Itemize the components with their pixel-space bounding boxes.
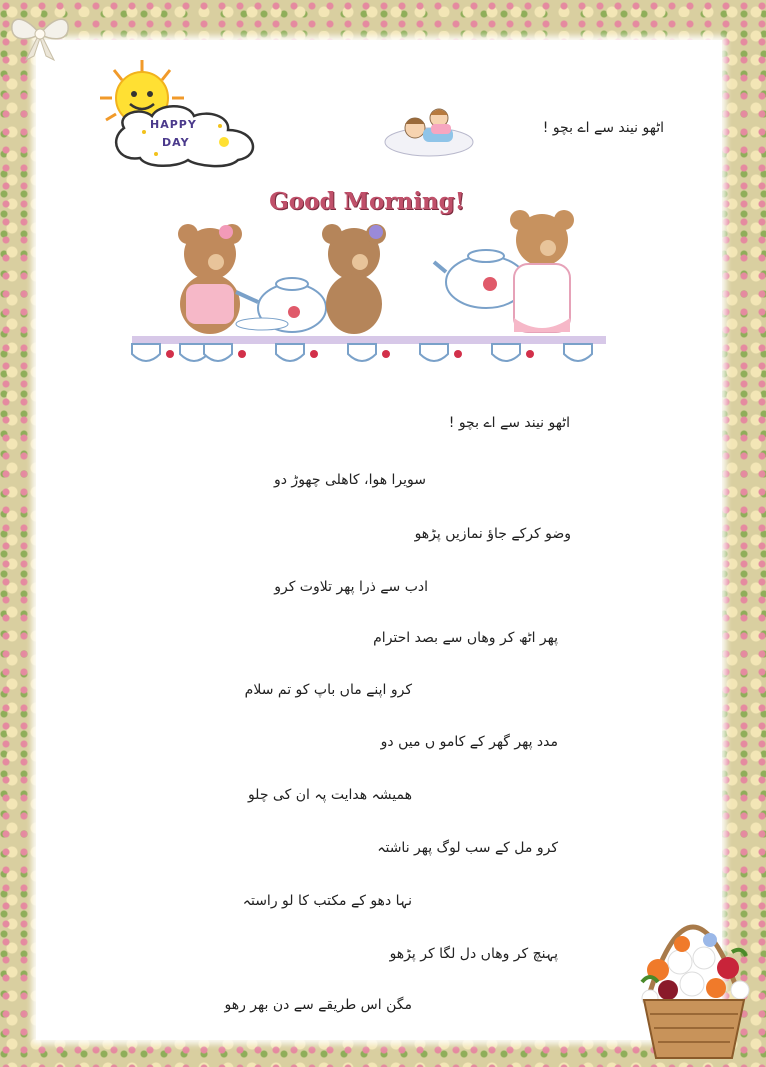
teacup-icon	[492, 344, 520, 361]
poem-line: ادب سے ذرا پھر تلاوت کرو	[274, 579, 428, 595]
flower-basket-icon	[628, 872, 758, 1064]
poem-heading-top: اٹھو نیند سے اے بچو !	[542, 120, 664, 136]
poem-line: کرو اپنے ماں باپ کو تم سلام	[244, 682, 412, 698]
teacup-icon	[420, 344, 448, 361]
poem-line: نہا دھو کے مکتب کا لو راستہ	[242, 893, 412, 909]
good-morning-banner	[122, 188, 612, 380]
teacup-icon	[204, 344, 232, 361]
tea-party-illustration	[122, 188, 612, 380]
sleeping-kids-icon	[383, 98, 475, 160]
smiling-sun-icon	[96, 58, 266, 170]
poem-line: کرو مل کے سب لوگ پھر ناشتہ	[377, 840, 558, 856]
poem-line: ھمیشہ ھدایت پہ ان کی چلو	[247, 787, 412, 803]
poem-line: وضو کرکے جاؤ نمازیں پڑھو	[414, 526, 571, 542]
poem-line: سویرا ھوا، کاھلی چھوڑ دو	[273, 472, 426, 488]
happy-day-card	[96, 58, 266, 170]
teacup-icon	[348, 344, 376, 361]
teapot-icon	[434, 250, 526, 308]
happy-label: HAPPY	[150, 118, 197, 131]
teacup-row	[132, 344, 592, 361]
teacup-icon	[564, 344, 592, 361]
poem-line: پہنچ کر وھاں دل لگا کر پڑھو	[389, 946, 558, 962]
poem-line: مدد پھر گھر کے کامو ں میں دو	[380, 734, 558, 750]
poem-line: مگن اس طریقے سے دن بھر رھو	[224, 997, 412, 1013]
poem-title: اٹھو نیند سے اے بچو !	[448, 415, 570, 431]
day-label: DAY	[162, 136, 190, 149]
teapot-icon	[236, 278, 326, 332]
greeting-text: Good Morning!	[269, 188, 465, 215]
teddy-bear-icon	[510, 210, 574, 332]
poem-line: پھر اٹھ کر وھاں سے بصد احترام	[373, 630, 558, 646]
teacup-icon	[276, 344, 304, 361]
ribbon-bow-icon	[4, 6, 76, 62]
teddy-bear-icon	[322, 224, 386, 334]
teacup-icon	[132, 344, 160, 361]
teddy-bear-icon	[178, 224, 242, 334]
